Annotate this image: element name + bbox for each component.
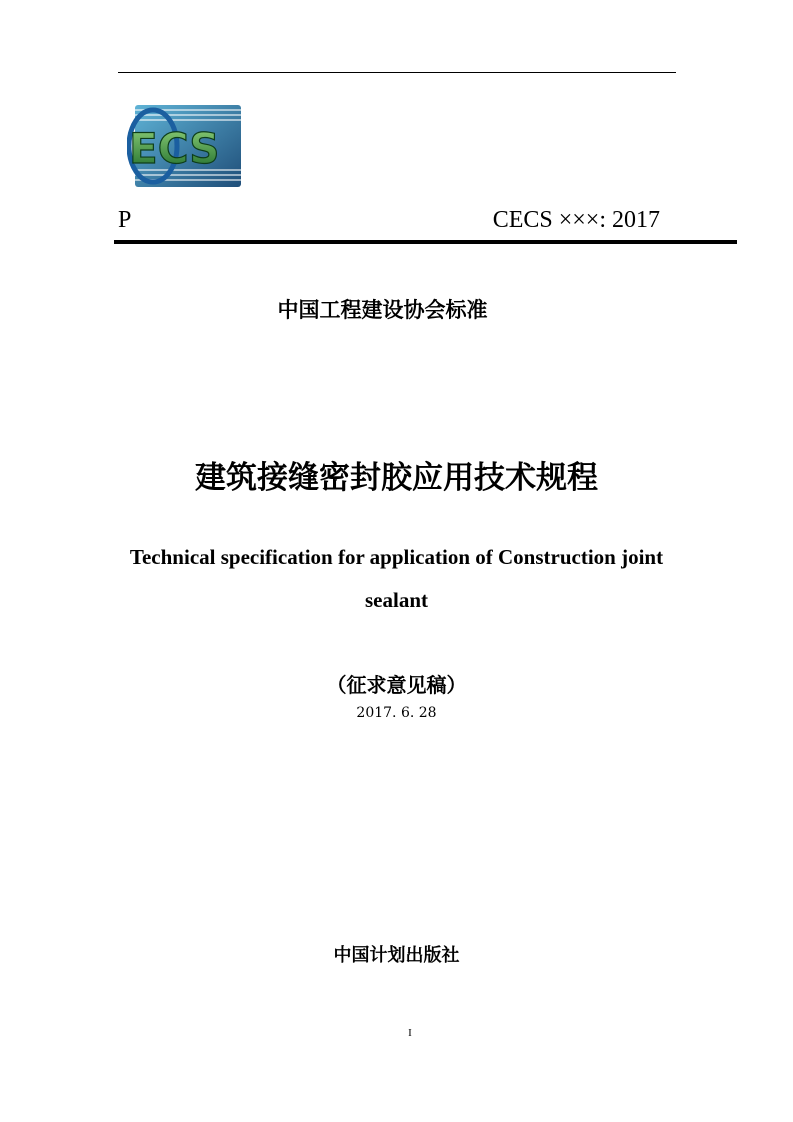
header-divider	[114, 240, 737, 244]
title-english-line2: sealant	[365, 588, 428, 612]
org-standard-text: 中国工程建设协会标准	[277, 298, 488, 322]
code-prefix: P	[118, 207, 132, 233]
standard-code: CECS ×××: 2017	[492, 207, 660, 233]
page-number: I	[408, 1027, 412, 1039]
title-chinese: 建筑接缝密封胶应用技术规程	[195, 460, 598, 496]
org-standard-label	[0, 294, 793, 324]
ecs-logo-icon	[127, 103, 247, 189]
draft-label: （征求意见稿）	[326, 673, 467, 697]
top-rule	[118, 72, 676, 73]
draft-date: 2017. 6. 28	[356, 705, 437, 721]
svg-text:ECS: ECS	[129, 124, 220, 173]
publisher: 中国计划出版社	[333, 945, 460, 966]
title-english-line1: Technical specification for application of Construction joint	[129, 545, 664, 569]
standard-code-row	[118, 205, 736, 239]
